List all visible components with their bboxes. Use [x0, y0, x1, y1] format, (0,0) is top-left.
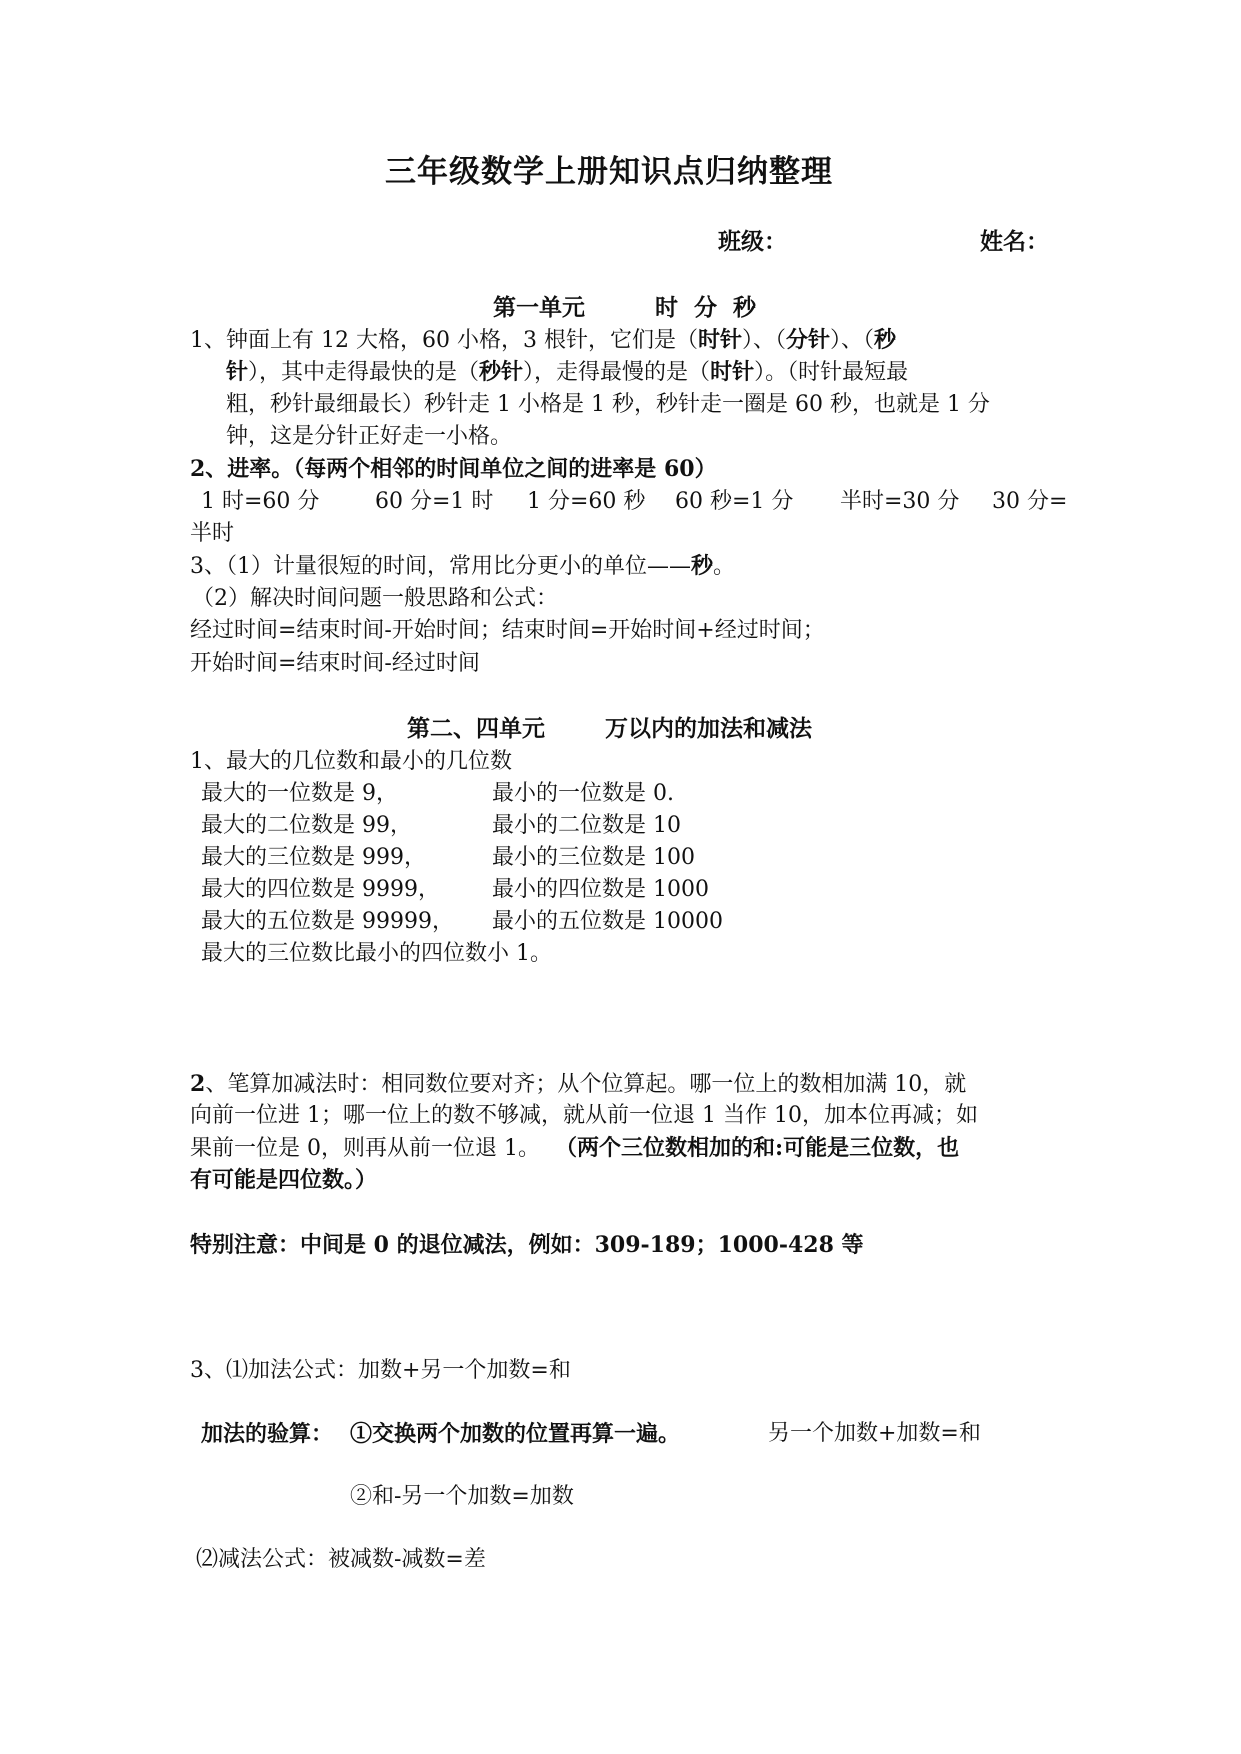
unit2-p2-line2: 向前一位进 1；哪一位上的数不够减，就从前一位退 1 当作 10，加本位再减；如 [190, 1103, 978, 1128]
rate-item: 1 分=60 秒 [527, 489, 646, 514]
rate-item: 30 分= [992, 489, 1068, 514]
min-digit-item: 最小的四位数是 1000 [492, 877, 709, 902]
document-title: 三年级数学上册知识点归纳整理 [385, 154, 833, 190]
min-digit-item: 最小的三位数是 100 [492, 845, 695, 870]
unit2-p2-line1: 2、笔算加减法时：相同数位要对齐；从个位算起。哪一位上的数相加满 10，就 [190, 1071, 967, 1097]
unit1-p1-line3: 粗，秒针最细最长）秒针走 1 小格是 1 秒，秒针走一圈是 60 秒，也就是 1 分 [226, 392, 990, 417]
addition-check-2: ②和-另一个加数=加数 [350, 1484, 574, 1509]
unit2-p1-note: 最大的三位数比最小的四位数小 1。 [201, 941, 552, 966]
unit2-p2-line4: 有可能是四位数。） [190, 1167, 378, 1193]
class-label: 班级： [718, 228, 787, 255]
max-digit-item: 最大的三位数是 999， [201, 845, 426, 870]
addition-check-1-formula: 另一个加数+加数=和 [768, 1421, 981, 1446]
unit1-p1-line4: 钟，这是分针正好走一小格。 [226, 424, 513, 449]
min-digit-item: 最小的五位数是 10000 [492, 909, 723, 934]
unit1-p3-line1: 3、（1）计量很短的时间，常用比分更小的单位——秒。 [190, 553, 736, 579]
min-digit-item: 最小的一位数是 0. [492, 781, 674, 806]
min-digit-item: 最小的二位数是 10 [492, 813, 681, 838]
unit1-p3-line3: 经过时间=结束时间-开始时间；结束时间=开始时间+经过时间； [190, 618, 825, 643]
unit2-p1-heading: 1、最大的几位数和最小的几位数 [190, 749, 512, 774]
name-label: 姓名： [980, 228, 1049, 255]
addition-check-label: 加法的验算： [201, 1421, 334, 1447]
addition-check-1: ①交换两个加数的位置再算一遍。 [350, 1421, 681, 1447]
unit1-p1-line1: 1、钟面上有 12 大格，60 小格，3 根针，它们是（时针）、（分针）、（秒 [190, 327, 897, 353]
rate-item-continued: 半时 [190, 521, 235, 546]
unit1-p3-line2: （2）解决时间问题一般思路和公式： [192, 586, 558, 611]
unit1-heading-topic: 时 分 秒 [655, 294, 757, 321]
rate-item: 60 分=1 时 [375, 489, 494, 514]
rate-item: 半时=30 分 [840, 489, 960, 514]
unit2-heading: 第二、四单元 [407, 715, 545, 742]
max-digit-item: 最大的二位数是 99， [201, 813, 412, 838]
rate-item: 60 秒=1 分 [675, 489, 794, 514]
unit1-p2-heading: 2、进率。（每两个相邻的时间单位之间的进率是 60） [190, 456, 717, 482]
unit1-p1-line2: 针），其中走得最快的是（秒针），走得最慢的是（时针）。（时针最短最 [226, 359, 909, 385]
unit2-heading-topic: 万以内的加法和减法 [605, 715, 812, 742]
unit2-p2-line3: 果前一位是 0，则再从前一位退 1。 （两个三位数相加的和:可能是三位数，也 [190, 1135, 960, 1161]
special-note: 特别注意：中间是 0 的退位减法，例如：309-189；1000-428 等 [190, 1232, 864, 1258]
max-digit-item: 最大的四位数是 9999， [201, 877, 440, 902]
unit1-p3-line4: 开始时间=结束时间-经过时间 [190, 651, 480, 676]
rate-item: 1 时=60 分 [201, 489, 320, 514]
max-digit-item: 最大的一位数是 9， [201, 781, 398, 806]
max-digit-item: 最大的五位数是 99999， [201, 909, 454, 934]
subtraction-formula: ⑵减法公式：被减数-减数=差 [196, 1547, 486, 1572]
unit1-heading: 第一单元 [493, 294, 585, 321]
addition-formula: 3、⑴加法公式：加数+另一个加数=和 [190, 1358, 571, 1383]
